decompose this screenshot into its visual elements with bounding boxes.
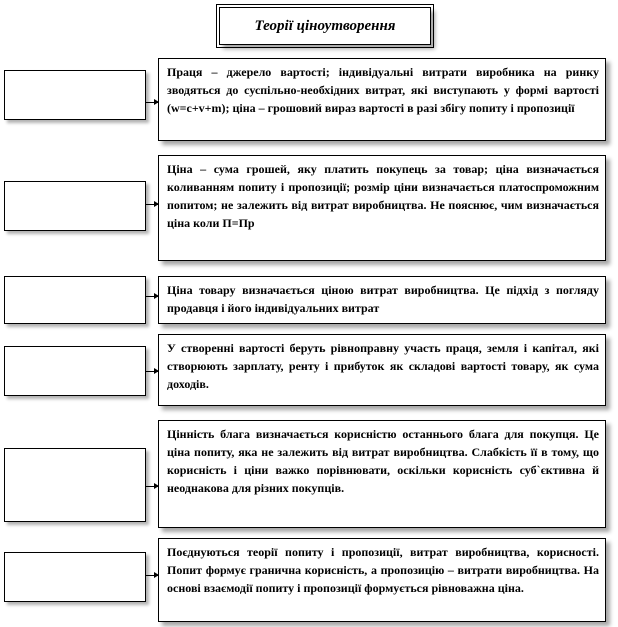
- theory-name-box-5: [4, 448, 146, 522]
- theory-description-2: Ціна – сума грошей, яку платить покупець за товар; ціна визначається коливанням попиту і пропозиції; розмір ціни визначається платоспроможним попитом; не залежить від витрат виробництва. Не пояснює, чим визначається ціна коли П=Пр: [158, 155, 606, 261]
- theory-name-box-6: [4, 552, 146, 602]
- theory-name-box-1: [4, 70, 146, 120]
- connector-arrow-6: [145, 575, 158, 576]
- theory-description-1: Праця – джерело вартості; індивідуальні витрати виробника на ринку зводяться до суспільно-необхідних витрат, які виступають у формі вартості (w=c+v+m); ціна – грошовий вираз вартості в разі збігу попиту і пропозиції: [158, 58, 606, 141]
- connector-arrow-2: [145, 204, 158, 205]
- diagram-title: Теорії ціноутворення: [219, 7, 431, 45]
- theory-description-3: Ціна товару визначається ціною витрат виробництва. Це підхід з погляду продавця і його індивідуальних витрат: [158, 276, 606, 324]
- connector-arrow-4: [145, 371, 158, 372]
- theory-description-6: Поєднуються теорії попиту і пропозиції, витрат виробництва, корисності. Попит формує гранична корисність, а пропозицію – витрати виробництва. На основі взаємодії попиту і пропозиції формується рівноважна ціна.: [158, 538, 606, 622]
- connector-arrow-3: [145, 296, 158, 297]
- theory-name-box-2: [4, 181, 146, 231]
- theory-name-box-3: [4, 276, 146, 324]
- theory-description-4: У створенні вартості беруть рівноправну участь праця, земля і капітал, які створюють зарплату, ренту і прибуток як складові вартості товару, як сума доходів.: [158, 334, 606, 406]
- connector-arrow-5: [145, 486, 158, 487]
- connector-arrow-1: [145, 102, 158, 103]
- theory-name-box-4: [4, 346, 146, 396]
- theory-description-5: Цінність блага визначається корисністю останнього блага для покупця. Це ціна попиту, яка не залежить від витрат виробництва. Слабкість її в тому, що корисність і ціни важко порівнювати, оскільки корисність суб`єктивна й неоднакова для різних покупців.: [158, 420, 606, 528]
